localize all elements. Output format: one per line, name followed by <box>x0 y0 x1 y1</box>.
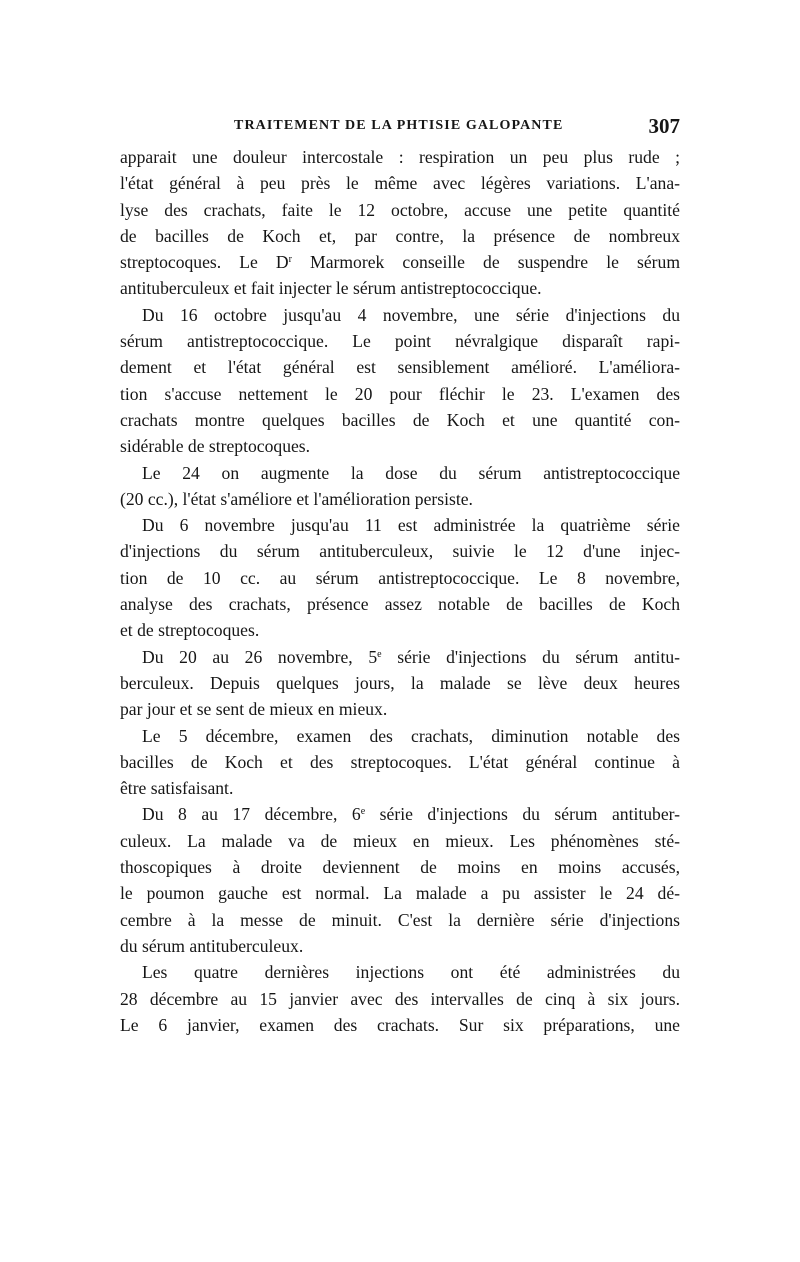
text-line: d'injections du sérum antituberculeux, suivie le 12 d'une injec- <box>120 541 680 562</box>
text-line: sidérable de streptocoques. <box>120 436 311 457</box>
text-line-sixth-series <box>120 801 680 827</box>
text-line: Le 5 décembre, examen des crachats, diminution notable des <box>142 725 680 746</box>
text-line: crachats montre quelques bacilles de Koch et une quantité con- <box>120 409 680 430</box>
line-start: Du 8 au 17 décembre, 6 <box>142 804 361 825</box>
page-number: 307 <box>648 114 680 138</box>
text-line: cembre à la messe de minuit. C'est la dernière série d'injections <box>120 909 680 930</box>
text-line: par jour et se sent de mieux en mieux. <box>120 699 388 720</box>
text-line: dement et l'état général est sensiblement amélioré. L'améliora- <box>120 357 680 378</box>
text-line-fifth-series <box>120 644 680 670</box>
line-start: streptocoques. Le D <box>120 252 289 273</box>
text-line: Les quatre dernières injections ont été administrées du <box>142 962 680 983</box>
text-line: (20 cc.), l'état s'améliore et l'amélioration persiste. <box>120 488 473 509</box>
text-line-dr-marmorek <box>120 249 680 275</box>
text-line: 28 décembre au 15 janvier avec des intervalles de cinq à six jours. <box>120 988 680 1009</box>
text-line: sérum antistreptococcique. Le point névralgique disparaît rapi- <box>120 331 680 352</box>
line-end: série d'injections du sérum antituber- <box>365 804 680 825</box>
text-line: du sérum antituberculeux. <box>120 935 304 956</box>
text-line: être satisfaisant. <box>120 778 234 799</box>
running-title: TRAITEMENT DE LA PHTISIE GALOPANTE <box>234 118 564 133</box>
running-header <box>120 114 680 140</box>
text-line: lyse des crachats, faite le 12 octobre, accuse une petite quantité <box>120 199 680 220</box>
page-body <box>120 144 680 1038</box>
text-line: Du 16 octobre jusqu'au 4 novembre, une série d'injections du <box>142 304 680 325</box>
text-line: Du 6 novembre jusqu'au 11 est administrée la quatrième série <box>142 515 680 536</box>
text-line: et de streptocoques. <box>120 620 260 641</box>
line-end: Marmorek conseille de suspendre le sérum <box>291 252 680 273</box>
line-start: Du 20 au 26 novembre, 5 <box>142 646 378 667</box>
text-line: tion de 10 cc. au sérum antistreptococcique. Le 8 novembre, <box>120 567 680 588</box>
text-line: de bacilles de Koch et, par contre, la présence de nombreux <box>120 225 680 246</box>
superscript: e <box>377 648 382 660</box>
text-line: bacilles de Koch et des streptocoques. L'état général continue à <box>120 751 680 772</box>
text-line: culeux. La malade va de mieux en mieux. Les phénomènes sté- <box>120 830 680 851</box>
text-line: Le 24 on augmente la dose du sérum antistreptococcique <box>142 462 680 483</box>
superscript: e <box>360 806 366 818</box>
text-line: le poumon gauche est normal. La malade a pu assister le 24 dé- <box>120 883 680 904</box>
text-line: berculeux. Depuis quelques jours, la malade se lève deux heures <box>120 672 680 693</box>
text-line: Le 6 janvier, examen des crachats. Sur six préparations, une <box>120 1014 680 1035</box>
superscript: r <box>288 254 292 266</box>
text-line: l'état général à peu près le même avec légères variations. L'ana- <box>120 173 680 194</box>
text-line: analyse des crachats, présence assez notable de bacilles de Koch <box>120 594 680 615</box>
line-end: série d'injections du sérum antitu- <box>381 646 680 667</box>
text-line: antituberculeux et fait injecter le sérum antistreptococcique. <box>120 278 542 299</box>
text-line: apparait une douleur intercostale : respiration un peu plus rude ; <box>120 147 680 167</box>
text-line: thoscopiques à droite deviennent de moins en moins accusés, <box>120 857 680 878</box>
text-line: tion s'accuse nettement le 20 pour fléchir le 23. L'examen des <box>120 383 680 404</box>
